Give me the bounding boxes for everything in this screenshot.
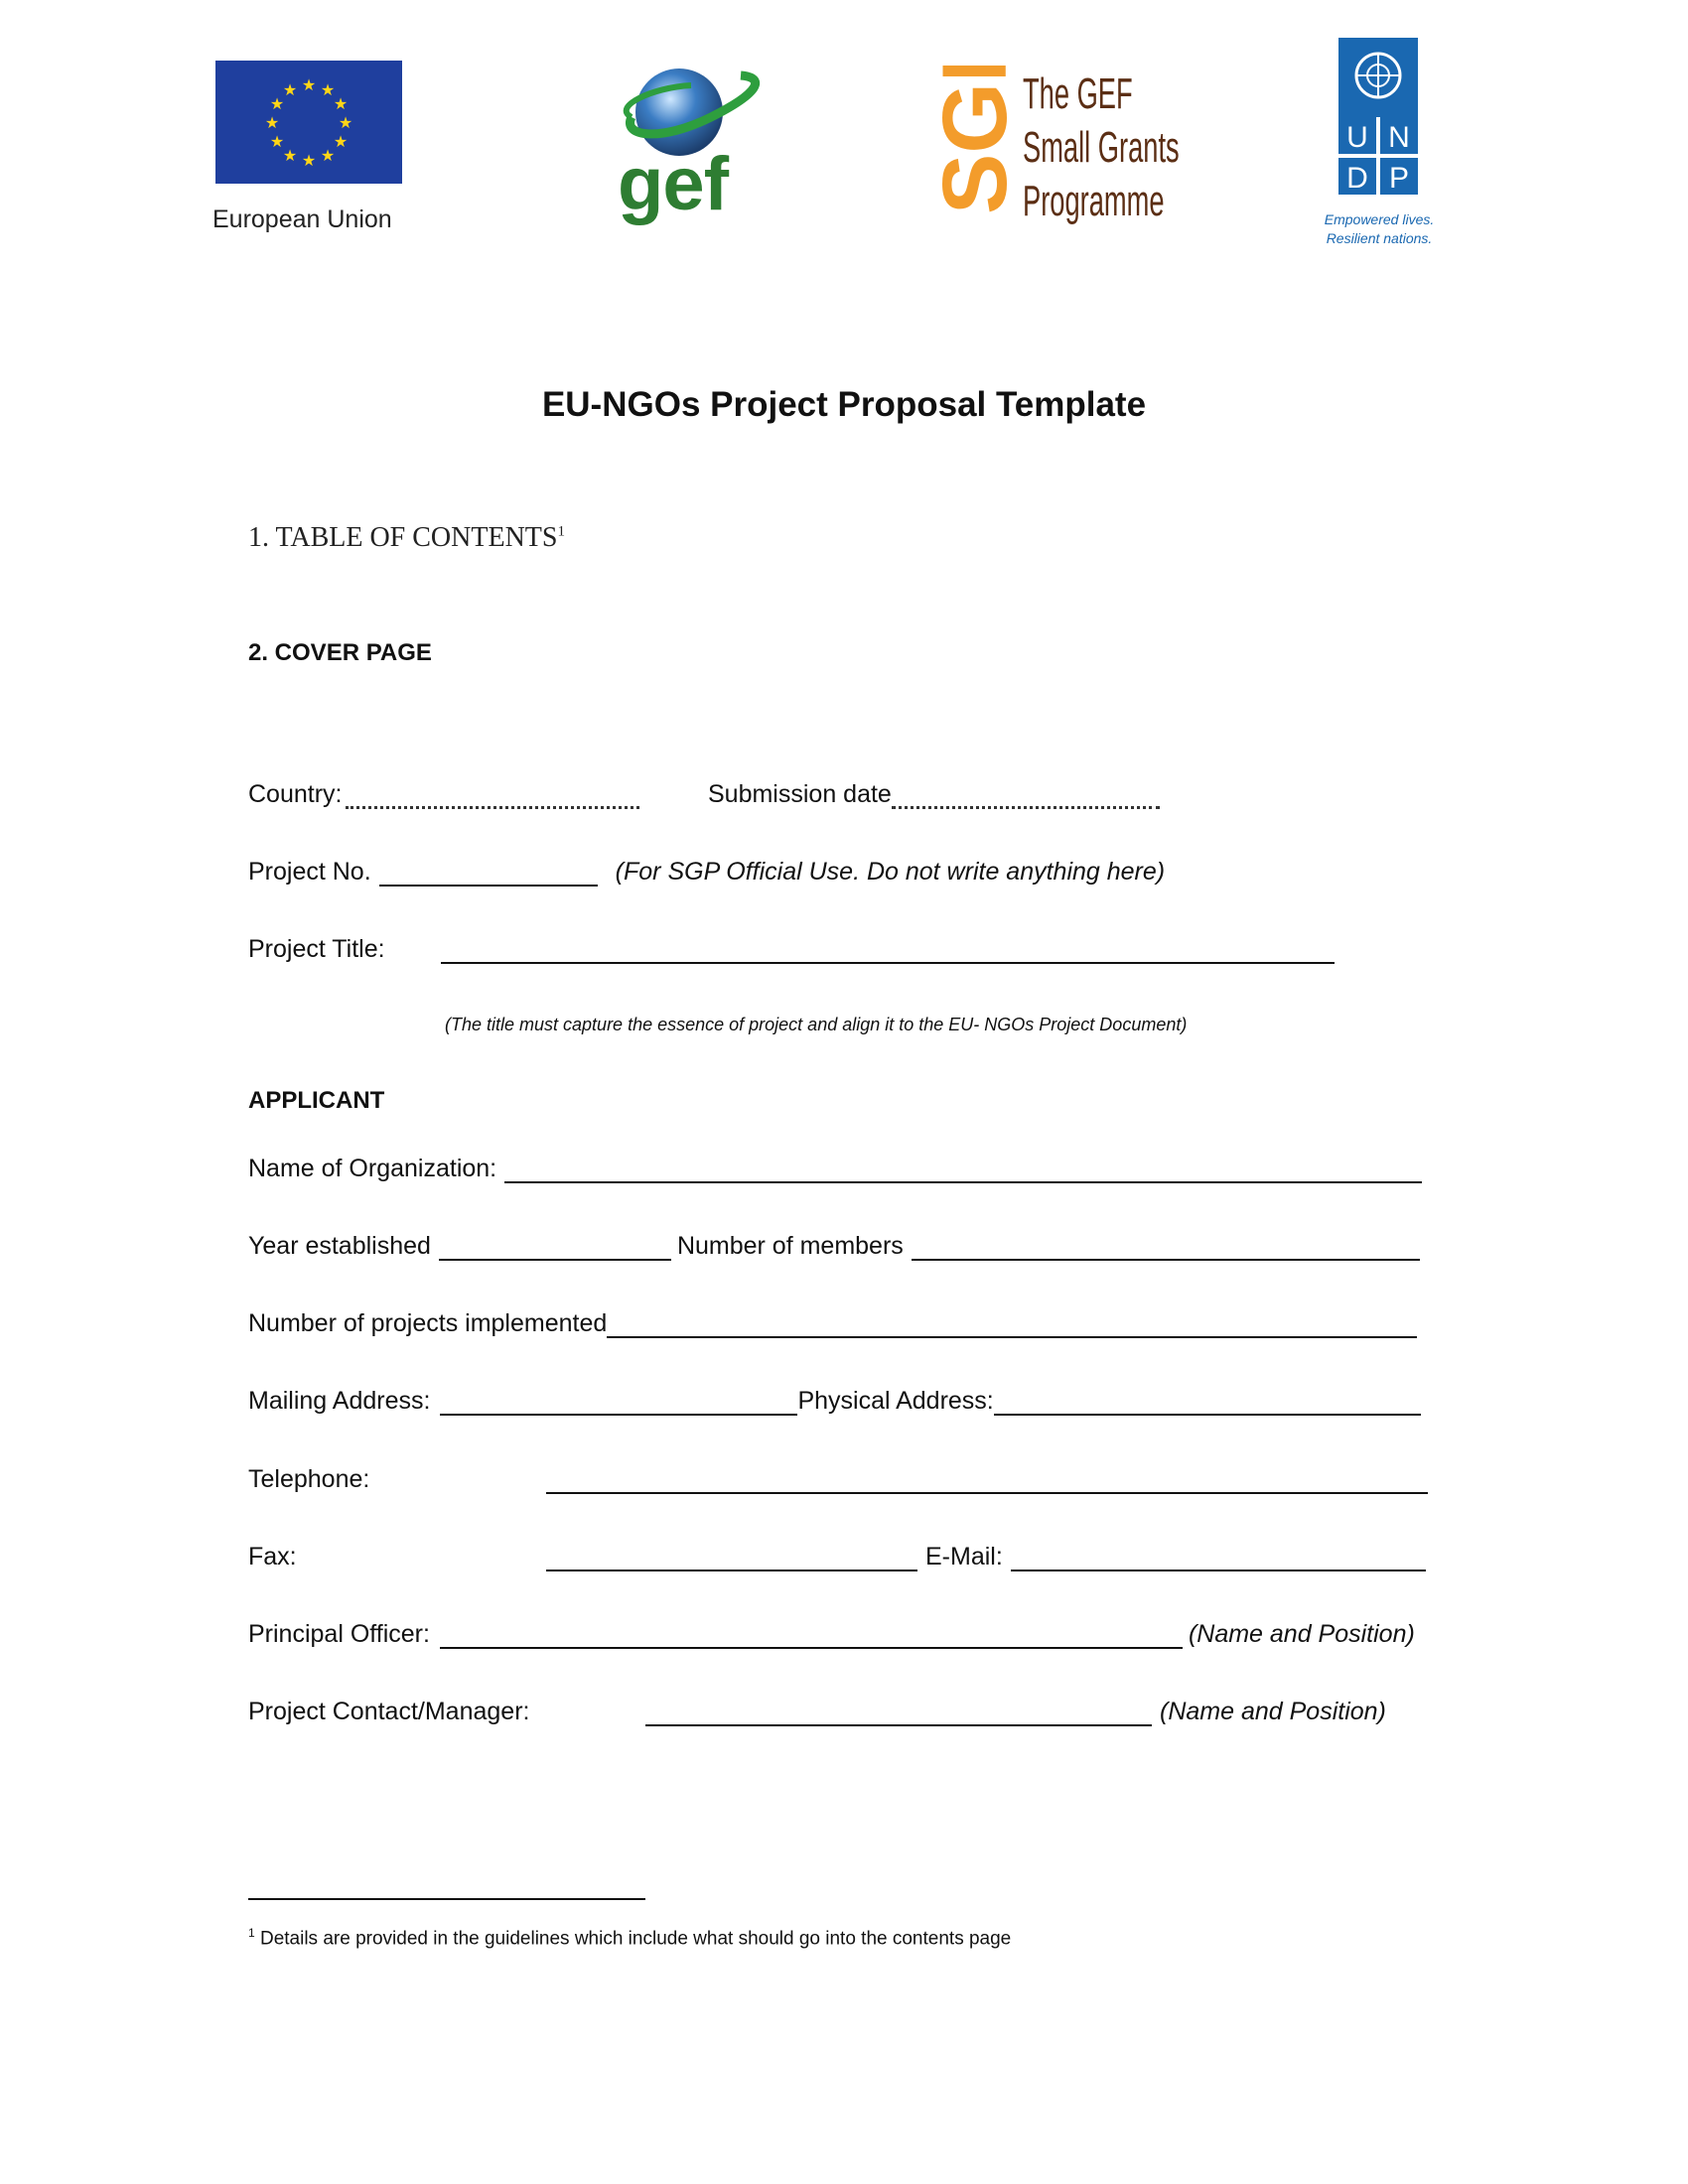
sgp-logo-mark xyxy=(921,66,1021,224)
footnote-divider xyxy=(248,1898,645,1900)
project-no-note: (For SGP Official Use. Do not write anything here) xyxy=(615,858,1166,886)
principal-officer-row xyxy=(248,1620,1415,1649)
applicant-heading: APPLICANT xyxy=(248,1087,385,1114)
submission-label: Submission date xyxy=(708,780,892,808)
country-field[interactable] xyxy=(346,782,639,809)
svg-text:★: ★ xyxy=(269,94,285,113)
svg-text:★: ★ xyxy=(264,113,280,132)
year-established-label: Year established xyxy=(248,1232,431,1260)
project-contact-row xyxy=(248,1698,1386,1726)
project-title-note: (The title must capture the essence of project and align it to the EU- NGOs Project Document) xyxy=(445,1015,1188,1034)
country-row xyxy=(248,780,643,809)
fax-field[interactable] xyxy=(546,1544,917,1571)
projects-implemented-label: Number of projects implemented xyxy=(248,1309,608,1337)
telephone-row xyxy=(248,1465,1428,1494)
sgp-line-2: Small Grants xyxy=(1023,123,1180,172)
sgp-logo-text xyxy=(1023,68,1180,228)
project-no-label: Project No. xyxy=(248,858,371,886)
undp-letter-n: N xyxy=(1388,121,1410,154)
fax-email-row xyxy=(248,1543,1426,1571)
project-contact-field[interactable] xyxy=(645,1699,1152,1726)
eu-logo-label: European Union xyxy=(212,205,392,233)
principal-officer-note: (Name and Position) xyxy=(1188,1620,1415,1648)
project-contact-note: (Name and Position) xyxy=(1160,1698,1386,1725)
projects-implemented-field[interactable] xyxy=(607,1310,1417,1338)
undp-tagline-line-1: Empowered lives. xyxy=(1324,211,1435,227)
project-no-field[interactable] xyxy=(379,859,598,887)
undp-letter-d: D xyxy=(1346,162,1368,195)
country-label: Country: xyxy=(248,780,343,808)
principal-officer-label: Principal Officer: xyxy=(248,1620,430,1648)
organization-row xyxy=(248,1155,1422,1183)
sgp-mark-text: SGP xyxy=(924,66,1021,214)
project-no-row xyxy=(248,858,1165,887)
mailing-address-label: Mailing Address: xyxy=(248,1387,431,1415)
address-row xyxy=(248,1387,1421,1416)
svg-text:★: ★ xyxy=(301,75,317,94)
toc-heading xyxy=(248,522,565,554)
sgp-line-1: The GEF xyxy=(1023,69,1133,118)
toc-footnote-ref: 1 xyxy=(557,523,565,540)
svg-text:★: ★ xyxy=(333,94,349,113)
members-label: Number of members xyxy=(676,1232,904,1260)
physical-address-field[interactable] xyxy=(994,1388,1421,1416)
svg-text:★: ★ xyxy=(282,80,298,99)
organization-label: Name of Organization: xyxy=(248,1155,497,1182)
projects-row xyxy=(248,1309,1417,1338)
submission-row xyxy=(708,780,1164,809)
svg-text:★: ★ xyxy=(269,132,285,151)
footnote xyxy=(248,1926,1011,1950)
undp-logo xyxy=(1338,38,1418,197)
year-members-row xyxy=(248,1232,1420,1261)
svg-text:★: ★ xyxy=(333,132,349,151)
sgp-line-3: Programme xyxy=(1023,177,1165,225)
svg-text:★: ★ xyxy=(282,146,298,165)
telephone-field[interactable] xyxy=(546,1466,1428,1494)
gef-logo-text: gef xyxy=(618,142,728,226)
year-established-field[interactable] xyxy=(439,1233,671,1261)
undp-tagline xyxy=(1317,210,1442,248)
svg-text:★: ★ xyxy=(320,146,336,165)
project-title-field[interactable] xyxy=(441,936,1335,964)
svg-text:★: ★ xyxy=(338,113,353,132)
members-field[interactable] xyxy=(912,1233,1420,1261)
fax-label: Fax: xyxy=(248,1543,297,1570)
eu-flag-logo xyxy=(215,61,402,184)
project-contact-label: Project Contact/Manager: xyxy=(248,1698,530,1725)
physical-address-label: Physical Address: xyxy=(797,1387,994,1415)
project-title-label: Project Title: xyxy=(248,935,385,963)
svg-text:★: ★ xyxy=(301,151,317,170)
undp-letter-p: P xyxy=(1388,162,1410,195)
undp-letter-u: U xyxy=(1346,121,1368,154)
svg-text:★: ★ xyxy=(320,80,336,99)
principal-officer-field[interactable] xyxy=(440,1621,1183,1649)
undp-tagline-line-2: Resilient nations. xyxy=(1326,230,1433,246)
footnote-text: Details are provided in the guidelines which include what should go into the contents page xyxy=(259,1928,1012,1950)
footnote-number: 1 xyxy=(248,1926,255,1940)
toc-heading-text: 1. TABLE OF CONTENTS xyxy=(248,522,558,553)
organization-field[interactable] xyxy=(504,1156,1422,1183)
telephone-label: Telephone: xyxy=(248,1465,370,1493)
email-field[interactable] xyxy=(1011,1544,1426,1571)
mailing-address-field[interactable] xyxy=(440,1388,797,1416)
eu-stars-icon xyxy=(215,61,402,184)
project-title-row xyxy=(248,935,1335,964)
cover-page-heading: 2. COVER PAGE xyxy=(248,639,432,666)
email-label: E-Mail: xyxy=(925,1543,1003,1570)
submission-date-field[interactable] xyxy=(892,782,1160,809)
document-title: EU-NGOs Project Proposal Template xyxy=(541,385,1147,424)
